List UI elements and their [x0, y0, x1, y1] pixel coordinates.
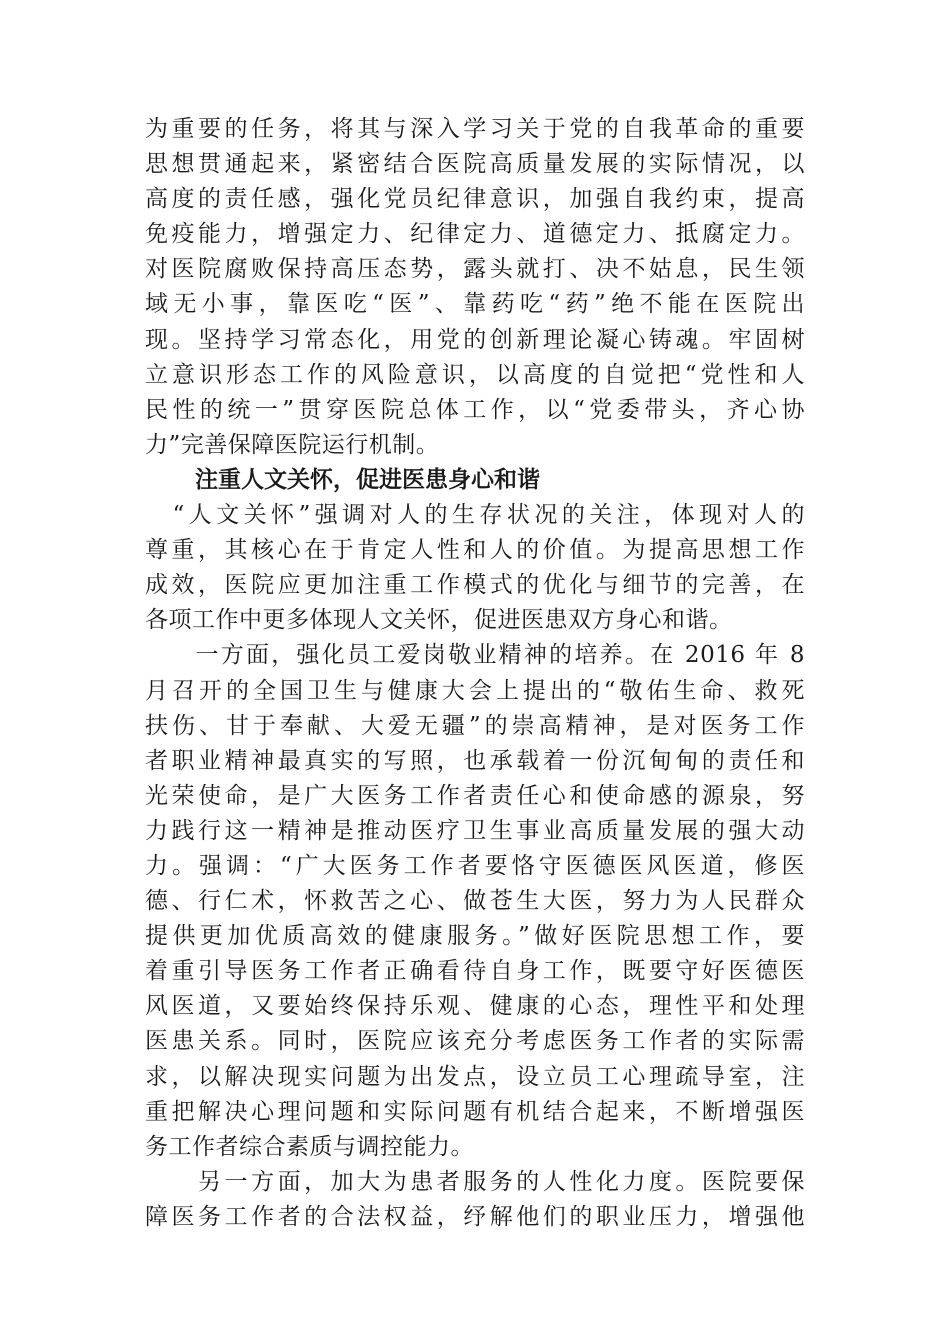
- section-heading: 注重人文关怀，促进医患身心和谐: [195, 466, 540, 493]
- text-line: 着重引导医务工作者正确看待自身工作，既要守好医德医: [145, 958, 805, 985]
- text-line: 思想贯通起来，紧密结合医院高质量发展的实际情况，以: [145, 151, 805, 178]
- text-line: 一方面，强化员工爱岗敬业精神的培养。在 2016 年 8: [145, 642, 805, 669]
- text-line: 障医务工作者的合法权益，纾解他们的职业压力，增强他: [145, 1203, 805, 1230]
- text-line: 另一方面，加大为患者服务的人性化力度。医院要保: [145, 1168, 805, 1195]
- text-line: 扶伤、甘于奉献、大爱无疆”的崇高精神，是对医务工作: [145, 712, 805, 739]
- text-line: 域无小事，靠医吃“医”、靠药吃“药”绝不能在医院出: [145, 291, 805, 318]
- text-line: 重把解决心理问题和实际问题有机结合起来，不断增强医: [145, 1098, 805, 1125]
- text-line: 月召开的全国卫生与健康大会上提出的“敬佑生命、救死: [145, 677, 805, 704]
- paragraph-1: [145, 112, 805, 463]
- text-line: 成效，医院应更加注重工作模式的优化与细节的完善，在: [145, 572, 805, 599]
- text-line: 立意识形态工作的风险意识，以高度的自觉把“党性和人: [145, 361, 805, 388]
- text-line: 对医院腐败保持高压态势，露头就打、决不姑息，民生领: [145, 256, 805, 283]
- paragraph-4: [145, 1165, 805, 1235]
- text-line: 提供更加优质高效的健康服务。”做好医院思想工作，要: [145, 923, 805, 950]
- text-line: 力”完善保障医院运行机制。: [145, 431, 440, 458]
- text-line: 民性的统一”贯穿医院总体工作，以“党委带头，齐心协: [145, 396, 805, 423]
- paragraph-3: [145, 638, 805, 1164]
- text-line: 免疫能力，增强定力、纪律定力、道德定力、抵腐定力。: [145, 221, 805, 248]
- text-line: 光荣使命，是广大医务工作者责任心和使命感的源泉，努: [145, 782, 805, 809]
- text-line: 为重要的任务，将其与深入学习关于党的自我革命的重要: [145, 116, 805, 142]
- document-page: [145, 112, 805, 1235]
- text-line: 现。坚持学习常态化，用党的创新理论凝心铸魂。牢固树: [145, 326, 805, 353]
- text-line: “人文关怀”强调对人的生存状况的关注，体现对人的: [145, 502, 805, 529]
- text-line: 各项工作中更多体现人文关怀，促进医患双方身心和谐。: [145, 607, 733, 634]
- paragraph-2: [145, 498, 805, 638]
- text-line: 务工作者综合素质与调控能力。: [145, 1133, 474, 1160]
- text-line: 高度的责任感，强化党员纪律意识，加强自我约束，提高: [145, 186, 805, 213]
- text-line: 者职业精神最真实的写照，也承载着一份沉甸甸的责任和: [145, 747, 805, 774]
- text-line: 求，以解决现实问题为出发点，设立员工心理疏导室，注: [145, 1063, 805, 1090]
- text-line: 力。强调：“广大医务工作者要恪守医德医风医道，修医: [145, 852, 805, 879]
- text-line: 尊重，其核心在于肯定人性和人的价值。为提高思想工作: [145, 537, 805, 564]
- text-line: 医患关系。同时，医院应该充分考虑医务工作者的实际需: [145, 1028, 805, 1055]
- text-line: 风医道，又要始终保持乐观、健康的心态，理性平和处理: [145, 993, 805, 1020]
- text-line: 德、行仁术，怀救苦之心、做苍生大医，努力为人民群众: [145, 888, 805, 915]
- text-line: 力践行这一精神是推动医疗卫生事业高质量发展的强大动: [145, 817, 805, 844]
